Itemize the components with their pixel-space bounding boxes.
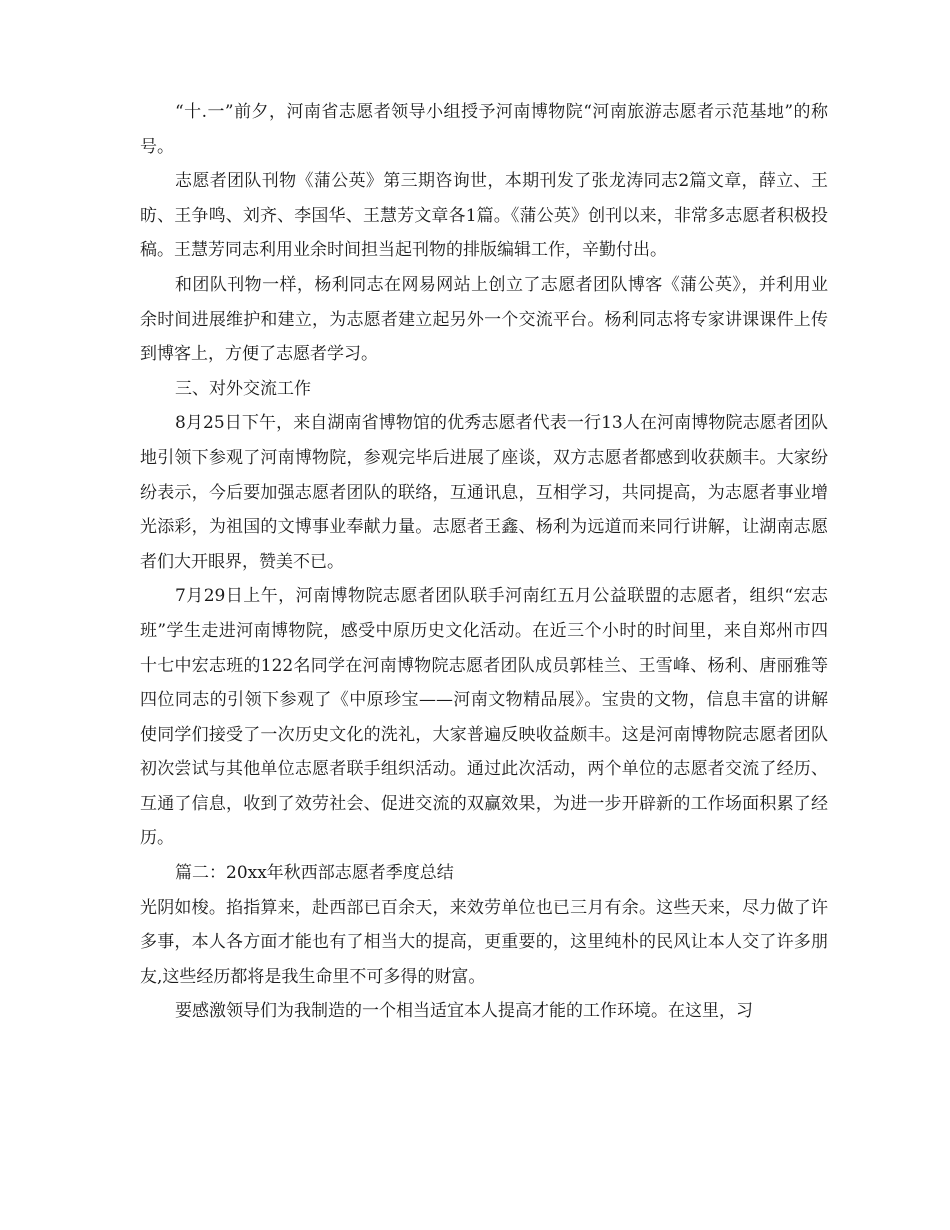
paragraph: 要感激领导们为我制造的一个相当适宜本人提高才能的工作环境。在这里，习 <box>175 1001 753 1022</box>
paragraph: 志愿者团队刊物《蒲公英》第三期咨询世，本期刊发了张龙涛同志2篇文章，薛立、王昉、王争鸣、刘齐、李国华、王慧芳文章各1篇。《蒲公英》创刊以来，非常多志愿者积极投稿。王慧芳同志利用业余时间担当起刊物的排版编辑工作，辛勤付出。 <box>140 171 828 261</box>
paragraph: “十.一”前夕，河南省志愿者领导小组授予河南博物院“河南旅游志愿者示范基地”的称号。 <box>140 102 828 157</box>
paragraph: 光阴如梭。掐指算来，赴西部已百余天，来效劳单位也已三月有余。这些天来，尽力做了许多事，本人各方面才能也有了相当大的提高，更重要的，这里纯朴的民风让本人交了许多朋友,这些经历都将是我生命里不可多得的财富。 <box>140 897 828 987</box>
paragraph: 和团队刊物一样，杨利同志在网易网站上创立了志愿者团队博客《蒲公英》，并利用业余时间进展维护和建立，为志愿者建立起另外一个交流平台。杨利同志将专家讲课课件上传到博客上，方便了志愿者学习。 <box>140 274 828 365</box>
chapter-heading: 篇二：20xx年秋西部志愿者季度总结 <box>175 863 454 884</box>
paragraph: 8月25日下午，来自湖南省博物馆的优秀志愿者代表一行13人在河南博物院志愿者团队地引领下参观了河南博物院，参观完毕后进展了座谈，双方志愿者都感到收获颇丰。大家纷纷表示，今后要加强志愿者团队的联络，互通讯息，互相学习，共同提高，为志愿者事业增光添彩，为祖国的文博事业奉献力量。志愿者王鑫、杨利为远道而来同行讲解，让湖南志愿者们大开眼界，赞美不已。 <box>140 413 828 572</box>
paragraph: 7月29日上午，河南博物院志愿者团队联手河南红五月公益联盟的志愿者，组织“宏志班”学生走进河南博物院，感受中原历史文化活动。在近三个小时的时间里，来自郑州市四十七中宏志班的122名同学在河南博物院志愿者团队成员郭桂兰、王雪峰、杨利、唐丽雅等四位同志的引领下参观了《中原珍宝——河南文物精品展》。宝贵的文物，信息丰富的讲解使同学们接受了一次历史文化的洗礼，大家普遍反映收益颇丰。这是河南博物院志愿者团队初次尝试与其他单位志愿者联手组织活动。通过此次活动，两个单位的志愿者交流了经历、互通了信息，收到了效劳社会、促进交流的双赢效果，为进一步开辟新的工作场面积累了经历。 <box>140 586 828 849</box>
document-page <box>140 95 828 1029</box>
section-heading: 三、对外交流工作 <box>175 378 311 399</box>
